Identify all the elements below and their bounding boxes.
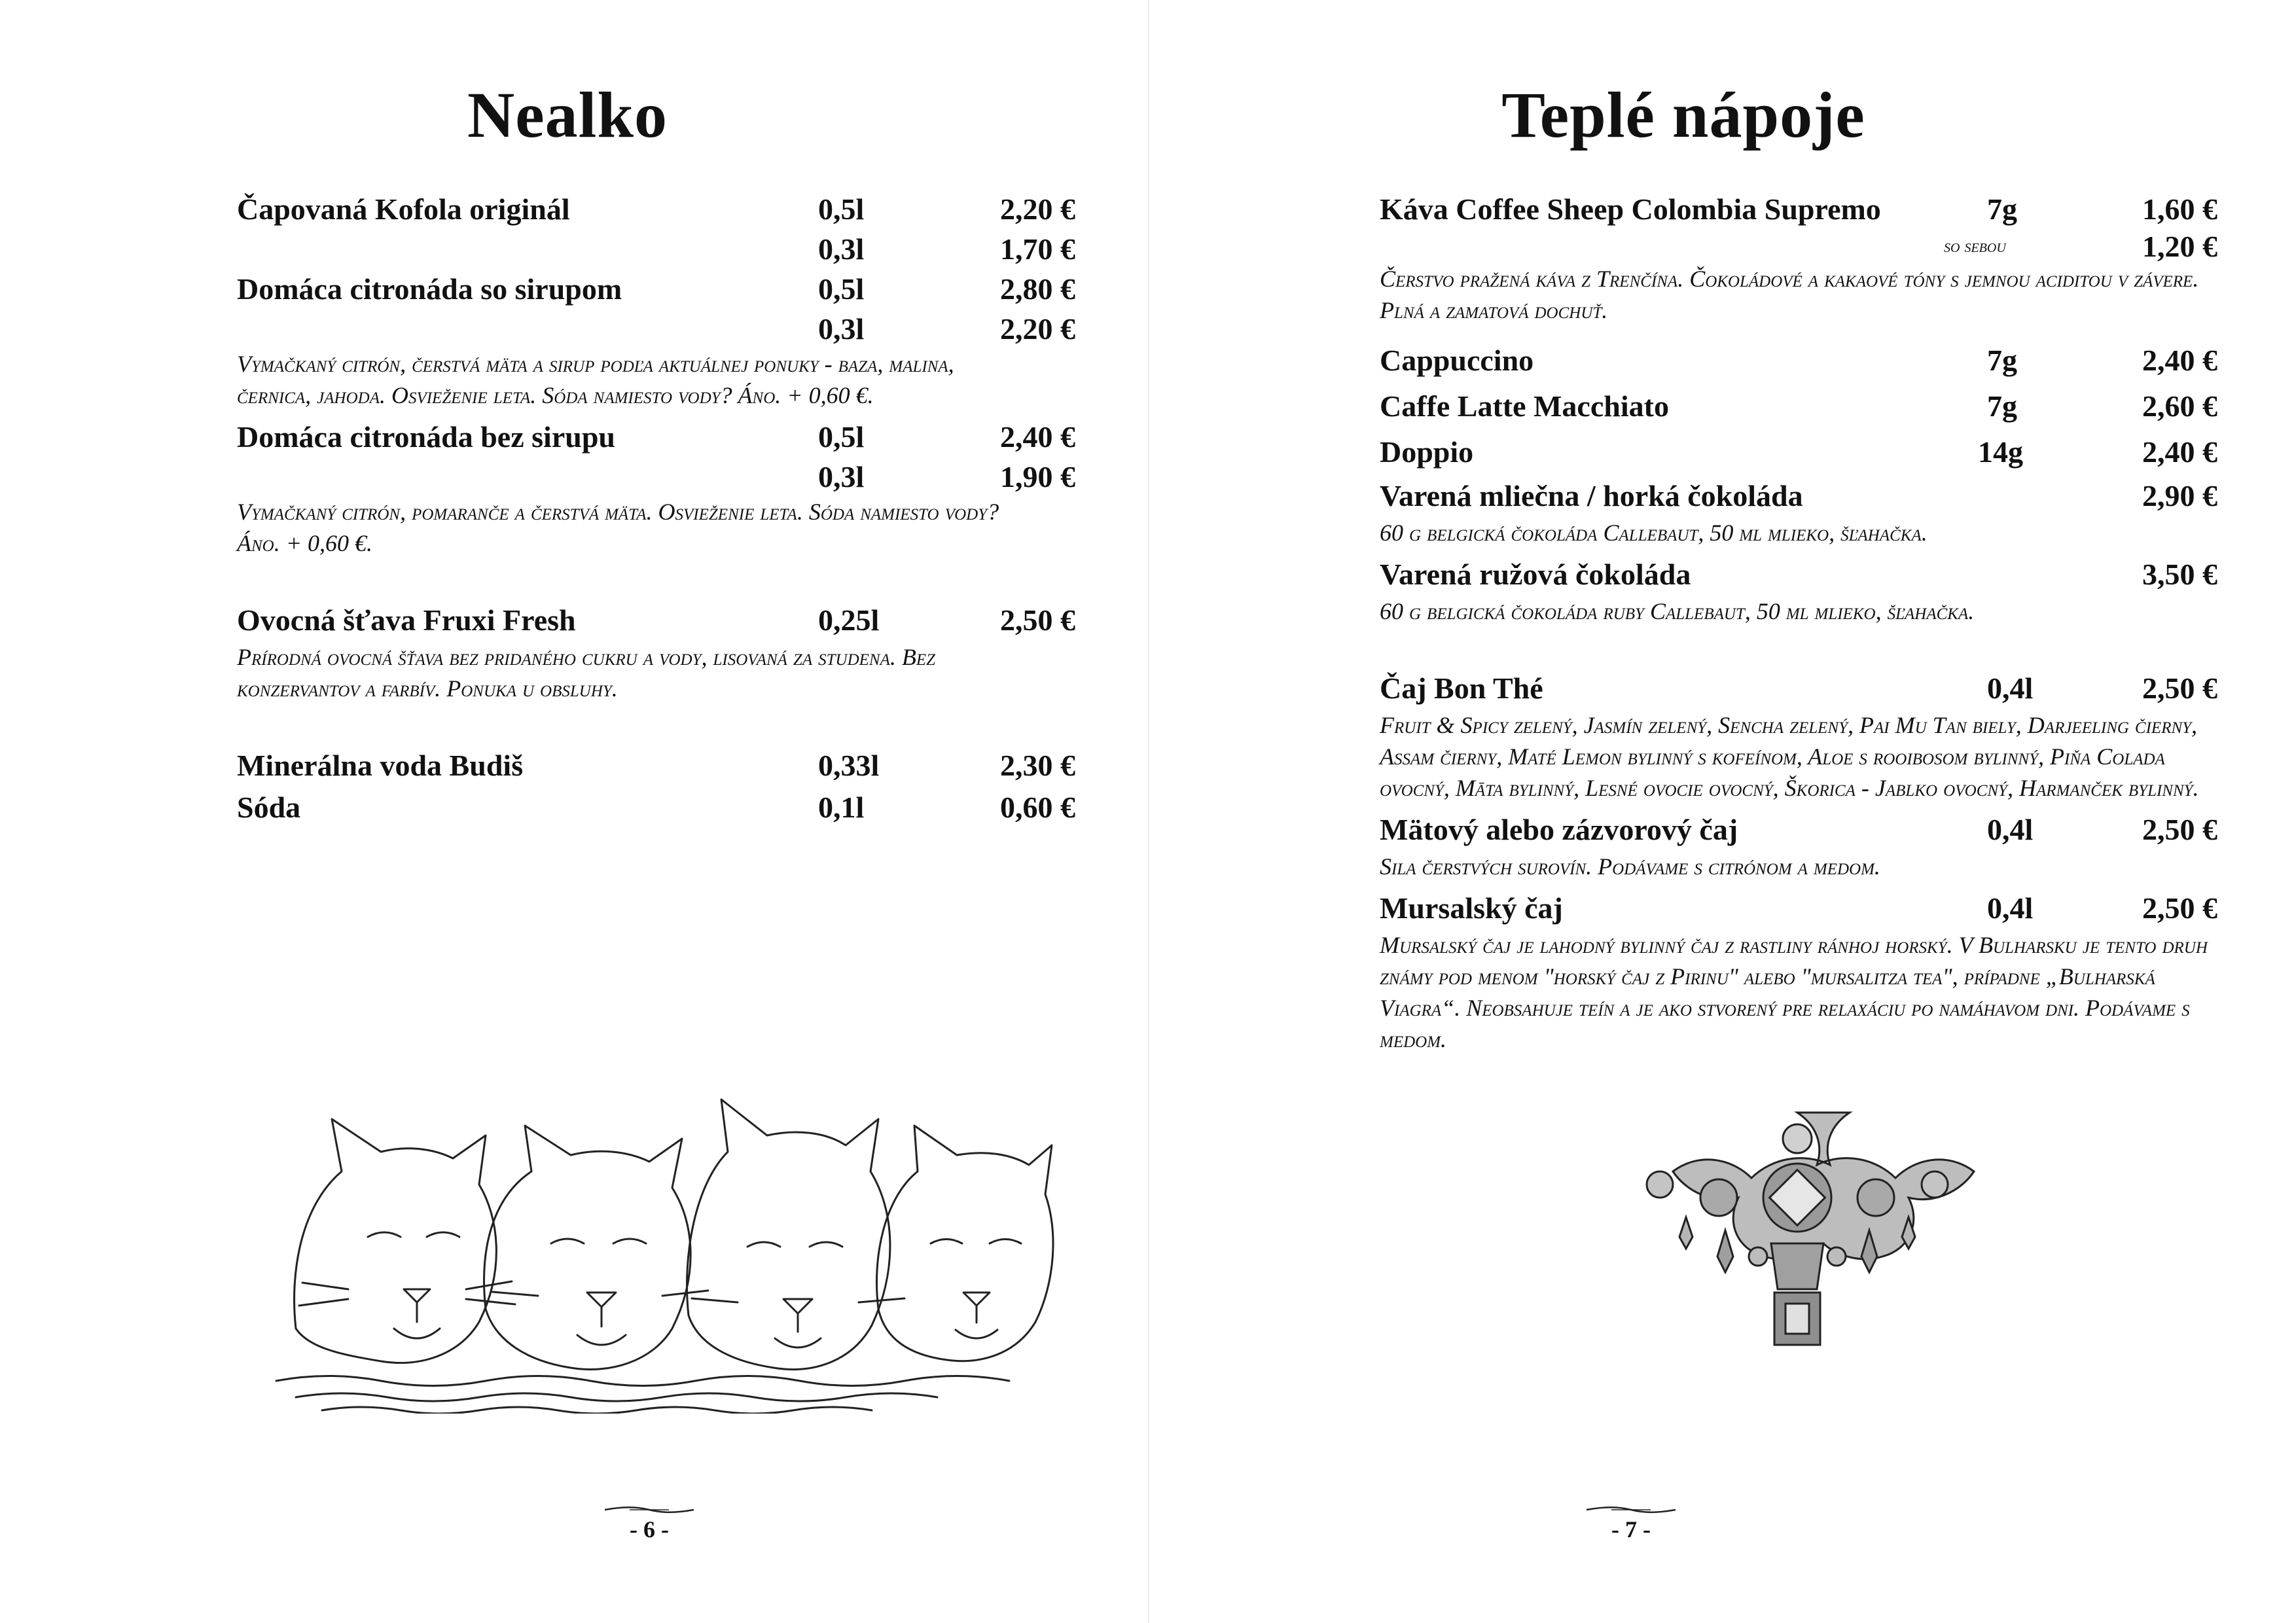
page-number bbox=[597, 1505, 702, 1543]
page-title: Teplé nápoje bbox=[1501, 79, 1865, 151]
menu-item bbox=[1380, 475, 2231, 548]
item-volume: 0,25l bbox=[818, 603, 880, 637]
item-name: Sóda bbox=[237, 791, 301, 824]
item-description: Vymačkaný citrón, pomaranče a čerstvá mäta. Osvieženie leta. Sóda namiesto vody? Áno. + 0,60 €. bbox=[237, 499, 999, 556]
item-price: 1,20 € bbox=[2142, 230, 2217, 263]
item-description: Sila čerstvých surovín. Podávame s citrónom a medom. bbox=[1380, 853, 1880, 880]
menu-item bbox=[1380, 668, 2231, 804]
menu-item-row bbox=[1380, 809, 2231, 851]
item-description: Prírodná ovocná šťava bez pridaného cukru a vody, lisovaná za studena. Bez konzervantov a farbív. Ponuka u obsluhy. bbox=[237, 644, 935, 702]
item-price: 2,90 € bbox=[2142, 479, 2217, 512]
item-price: 2,40 € bbox=[2142, 435, 2217, 469]
item-name: Caffe Latte Macchiato bbox=[1380, 389, 1669, 423]
item-description: Vymačkaný citrón, čerstvá mäta a sirup podľa aktuálnej ponuky - baza, malina, černica, jahoda. Osvieženie leta. Sóda namiesto vody? Áno. + 0,60 €. bbox=[237, 351, 954, 408]
page-number-text: - 7 - bbox=[1611, 1516, 1651, 1543]
menu-item bbox=[1380, 338, 2231, 383]
item-volume: 0,4l bbox=[1987, 813, 2034, 846]
page-number-text: - 6 - bbox=[630, 1516, 669, 1543]
item-volume: 0,3l bbox=[818, 232, 865, 266]
item-price: 3,50 € bbox=[2142, 558, 2217, 591]
menu-item bbox=[237, 787, 1088, 829]
item-price: 2,30 € bbox=[1000, 749, 1075, 782]
item-name: Minerálna voda Budiš bbox=[237, 749, 524, 782]
spacer bbox=[1380, 632, 2231, 668]
item-price: 2,60 € bbox=[2142, 389, 2217, 423]
lion-cubs-drinking-illustration-icon bbox=[270, 1073, 1055, 1414]
item-price: 1,60 € bbox=[2142, 192, 2217, 226]
item-name: Ovocná šťava Fruxi Fresh bbox=[237, 603, 576, 637]
item-description: 60 g belgická čokoláda Callebaut, 50 ml mlieko, šľahačka. bbox=[1380, 520, 1928, 546]
item-dose: 7g bbox=[1987, 344, 2017, 377]
item-volume: 0,3l bbox=[818, 460, 865, 493]
item-price: 2,50 € bbox=[2142, 671, 2217, 705]
item-volume: 0,5l bbox=[818, 420, 865, 454]
menu-item-row bbox=[237, 599, 1088, 641]
item-name: Čaj Bon Thé bbox=[1380, 671, 1543, 705]
item-price: 2,50 € bbox=[1000, 603, 1075, 637]
item-volume: 0,4l bbox=[1987, 671, 2034, 705]
menu-item-row bbox=[237, 188, 1088, 230]
item-name: Káva Coffee Sheep Colombia Supremo bbox=[1380, 192, 1881, 226]
item-name: Domáca citronáda so sirupom bbox=[237, 272, 622, 306]
item-price: 2,20 € bbox=[1000, 192, 1075, 226]
menu-item-row bbox=[1380, 230, 2231, 263]
baroque-jewel-ornament-icon bbox=[1614, 1099, 1981, 1368]
item-name: Mursalský čaj bbox=[1380, 891, 1563, 925]
item-price: 1,90 € bbox=[1000, 460, 1075, 493]
menu-item-row bbox=[1380, 887, 2231, 929]
item-dose: 7g bbox=[1987, 192, 2017, 226]
menu-item-row bbox=[1380, 554, 2231, 596]
menu-item-row bbox=[1380, 188, 2231, 230]
menu-item bbox=[1380, 188, 2231, 326]
item-price: 2,20 € bbox=[1000, 312, 1075, 346]
item-name: Čapovaná Kofola originál bbox=[237, 192, 570, 226]
item-dose: 7g bbox=[1987, 389, 2017, 423]
menu-item bbox=[237, 599, 1088, 704]
item-volume: 0,4l bbox=[1987, 891, 2034, 925]
item-name: Mätový alebo zázvorový čaj bbox=[1380, 813, 1738, 846]
item-name: Doppio bbox=[1380, 435, 1474, 469]
menu-item-row bbox=[237, 310, 1088, 348]
spacer bbox=[1380, 331, 2231, 338]
menu-item-row bbox=[237, 230, 1088, 268]
takeaway-label: so sebou bbox=[1944, 236, 2006, 257]
page-number bbox=[1579, 1505, 1683, 1543]
menu-item bbox=[237, 745, 1088, 787]
item-volume: 0,1l bbox=[818, 791, 865, 824]
menu-item bbox=[1380, 809, 2231, 882]
menu-list bbox=[1380, 188, 2231, 1060]
menu-item bbox=[1380, 887, 2231, 1055]
spacer bbox=[237, 709, 1088, 745]
menu-item bbox=[1380, 554, 2231, 627]
item-volume: 0,5l bbox=[818, 272, 865, 306]
item-description: 60 g belgická čokoláda ruby Callebaut, 50 ml mlieko, šľahačka. bbox=[1380, 598, 1975, 624]
item-description: Čerstvo pražená káva z Trenčína. Čokoládové a kakaové tóny s jemnou aciditou v závere. Plná a zamatová dochuť. bbox=[1380, 266, 2199, 323]
menu-item-row bbox=[237, 787, 1088, 829]
item-name: Varená ružová čokoláda bbox=[1380, 558, 1691, 591]
menu-list bbox=[237, 188, 1088, 829]
item-price: 2,80 € bbox=[1000, 272, 1075, 306]
menu-item-row bbox=[1380, 475, 2231, 517]
menu-item bbox=[237, 188, 1088, 268]
page-title: Nealko bbox=[467, 79, 668, 151]
item-description: Mursalský čaj je lahodný bylinný čaj z rastliny ránhoj horský. V Bulharsku je tento druh známy pod menom "horský čaj z Pirinu" alebo "mursalitza tea", prípadne „Bulharská Viagra“. Neobsahuje teín a je ako stvorený pre relaxáciu po namáhavom dni. Podávame s medom. bbox=[1380, 932, 2208, 1052]
item-name: Varená mliečna / horká čokoláda bbox=[1380, 479, 1803, 512]
item-price: 2,50 € bbox=[2142, 891, 2217, 925]
menu-item-row bbox=[1380, 338, 2231, 383]
menu-item bbox=[1380, 429, 2231, 475]
menu-item bbox=[237, 416, 1088, 559]
item-volume: 0,3l bbox=[818, 312, 865, 346]
item-name: Cappuccino bbox=[1380, 344, 1534, 377]
spacer bbox=[237, 564, 1088, 599]
menu-item bbox=[1380, 383, 2231, 429]
menu-item-row bbox=[1380, 383, 2231, 429]
item-price: 2,40 € bbox=[2142, 344, 2217, 377]
item-name: Domáca citronáda bez sirupu bbox=[237, 420, 615, 454]
menu-item-row bbox=[1380, 668, 2231, 709]
item-description: Fruit & Spicy zelený, Jasmín zelený, Sencha zelený, Pai Mu Tan biely, Darjeeling čierny, Assam čierny, Maté Lemon bylinný s kofeínom, Aloe s rooibosom bylinný, Piňa Colada ovocný, Māta bylinný, Lesné ovocie ovocný, Škorica - Jablko ovocný, Harmanček bylinný. bbox=[1380, 712, 2199, 801]
item-price: 2,40 € bbox=[1000, 420, 1075, 454]
flourish-divider-icon bbox=[603, 1505, 695, 1514]
menu-item-row bbox=[1380, 429, 2231, 475]
menu-item-row bbox=[237, 416, 1088, 458]
item-price: 0,60 € bbox=[1000, 791, 1075, 824]
flourish-divider-icon bbox=[1585, 1505, 1677, 1514]
item-dose: 14g bbox=[1978, 435, 2023, 469]
item-price: 2,50 € bbox=[2142, 813, 2217, 846]
menu-item-row bbox=[237, 745, 1088, 787]
menu-item bbox=[237, 268, 1088, 411]
item-volume: 0,5l bbox=[818, 192, 865, 226]
menu-item-row bbox=[237, 268, 1088, 310]
item-volume: 0,33l bbox=[818, 749, 880, 782]
right-page bbox=[1148, 0, 2296, 1623]
item-price: 1,70 € bbox=[1000, 232, 1075, 266]
menu-item-row bbox=[237, 458, 1088, 496]
